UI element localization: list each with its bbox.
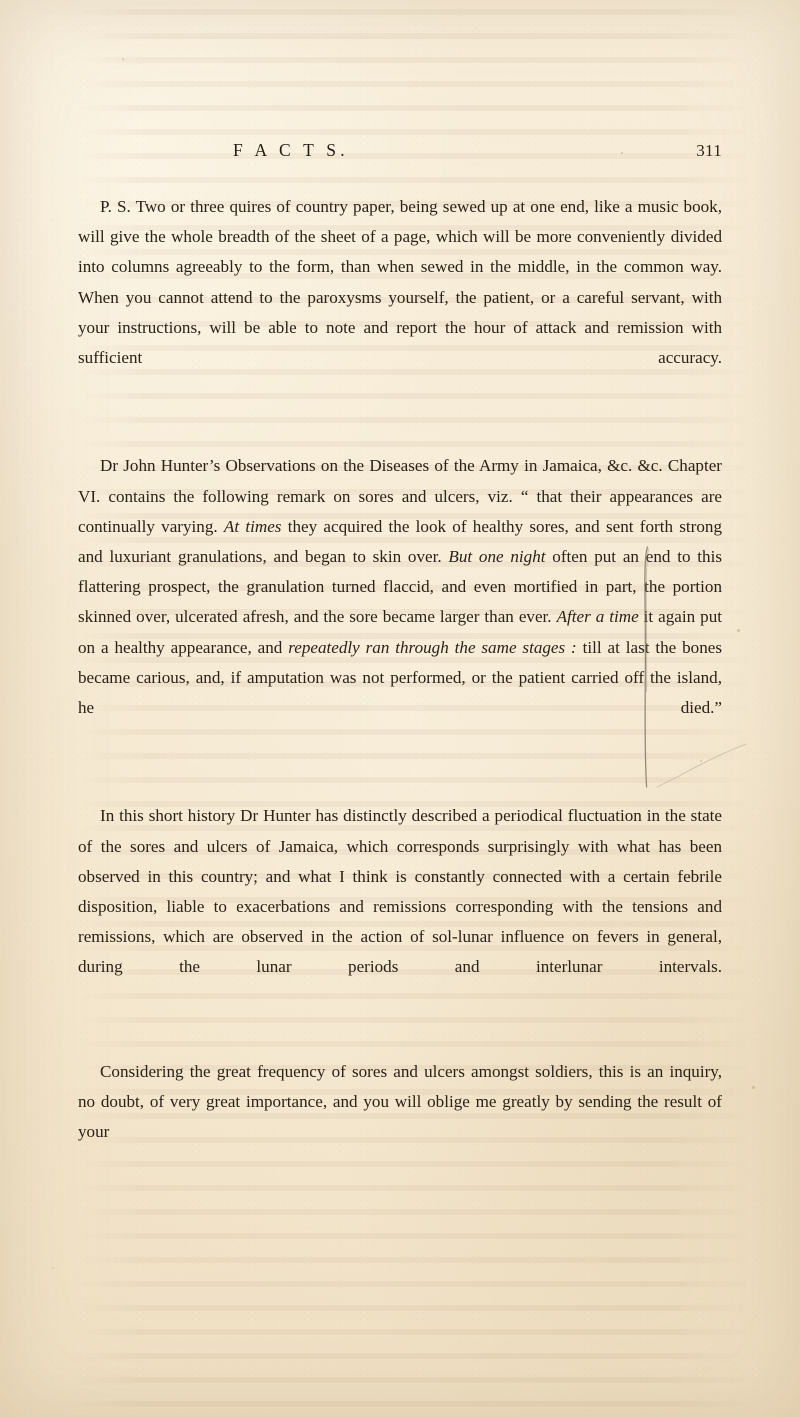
text-run: they acquired the look of healthy sores, and sent forth strong and luxuriant granulations, and began to skin over. xyxy=(78,516,722,567)
paragraph-closing-request xyxy=(78,1057,722,1178)
text-run: In this short history Dr Hunter has distinctly described a periodical fluctuation in the state of the sores and ulcers of Jamaica, which corresponds surprisingly with what has been observed in this country; and what I think is constantly connected with a certain febrile disposition, liable to exacerbations and remissions corresponding with the tensions and remissions, which are observed in the action of sol-lunar influence on fevers in general, during the lunar periods and interlunar intervals. xyxy=(78,806,722,977)
text-run: P. S. Two or three quires of country paper, being sewed up at one end, like a music book, will give the whole breadth of the sheet of a page, which will be more conveniently divided into columns agreeably to the form, than when sewed in the middle, in the common way. When you cannot attend to the paroxysms yourself, the patient, or a careful servant, with your instructions, will be able to note and report the hour of attack and remission with sufficient accuracy. xyxy=(78,197,722,368)
emphasis-phrase: repeatedly ran through the same stages : xyxy=(288,637,577,657)
paragraph-postscript xyxy=(78,192,722,403)
text-run: often put an end to this flattering prospect, the granulation turned flaccid, and even mortified in part, the portion skinned over, ulcerated afresh, and the sore became larger than ever. xyxy=(78,547,722,627)
emphasis-phrase: After a time xyxy=(556,607,639,627)
running-head-title: F A C T S. xyxy=(233,140,349,160)
emphasis-phrase: At times xyxy=(223,516,282,536)
paper-speck xyxy=(752,1086,755,1089)
emphasis-phrase: But one night xyxy=(448,547,546,567)
paragraph-commentary xyxy=(78,801,722,1012)
running-head xyxy=(78,140,722,166)
text-run: Dr John Hunter’s Observations on the Diseases of the Army in Jamaica, &c. &c. Chapter VI. contains the following remark on sores and ulcers, viz. “ that their appearances are continually varying. xyxy=(78,456,722,536)
text-run: Considering the great frequency of sores and ulcers amongst soldiers, this is an inquiry, no doubt, of very great importance, and you will oblige me greatly by sending the result of your xyxy=(78,1061,722,1142)
text-run: it again put on a healthy appearance, and xyxy=(78,607,722,657)
text-run: till at last the bones became carious, and, if amputation was not performed, or the patient carried off the island, he died.” xyxy=(78,637,723,718)
paper-speck xyxy=(737,629,740,632)
paper-speck xyxy=(52,1267,54,1269)
text-block xyxy=(78,0,722,1178)
paragraph-hunter-quotation xyxy=(78,451,722,753)
page-number: 311 xyxy=(696,141,722,160)
